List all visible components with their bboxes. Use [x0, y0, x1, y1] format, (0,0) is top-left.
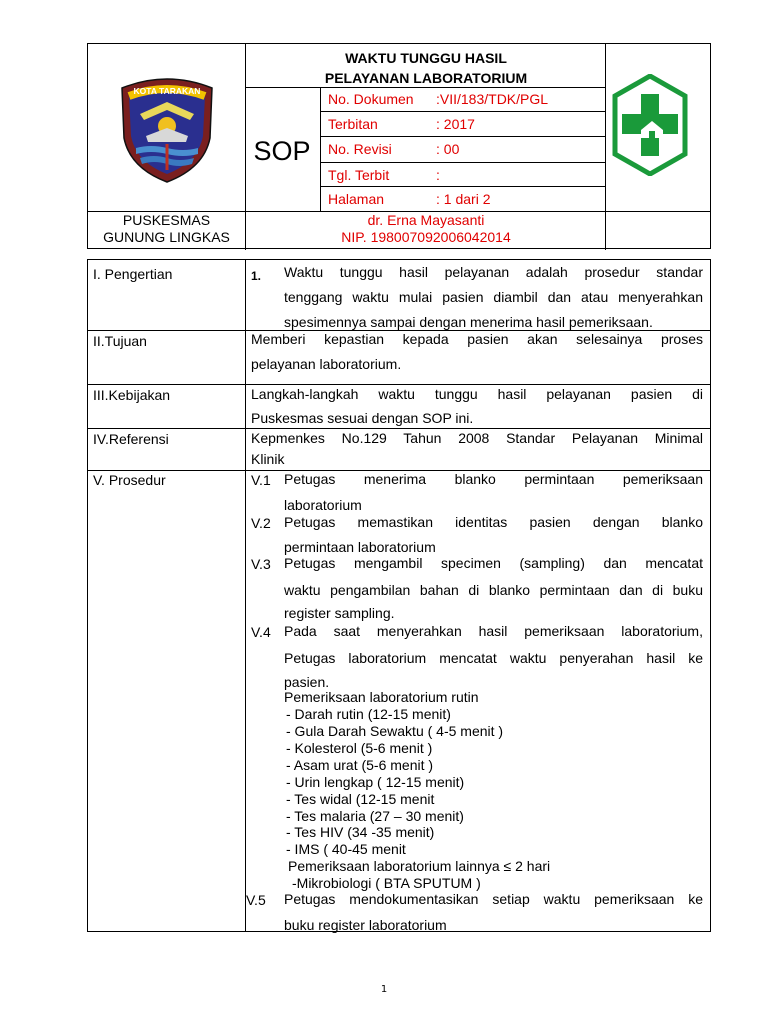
sop-label: SOP	[253, 136, 311, 166]
step-number: V.3	[251, 556, 271, 572]
rutin-item: - Tes widal (12-15 menit	[286, 791, 435, 807]
lainnya-item: -Mikrobiologi ( BTA SPUTUM )	[292, 875, 481, 891]
pengertian-line-3: spesimennya sampai dengan menerima hasil pemeriksaan.	[284, 314, 653, 330]
rutin-item: - Kolesterol (5-6 menit )	[286, 740, 433, 756]
section-label-pengertian: I. Pengertian	[93, 266, 173, 282]
rutin-item: - Asam urat (5-6 menit )	[286, 757, 434, 773]
step-4-line-2: Petugas laboratorium mencatat waktu penyerahan hasil ke	[284, 650, 703, 666]
step-number: V.5	[246, 892, 266, 908]
step-2-line-2: permintaan laboratorium	[284, 539, 436, 555]
title-line-2: PELAYANAN LABORATORIUM	[324, 70, 528, 86]
step-number: V.1	[251, 472, 271, 488]
step-number: V.2	[251, 515, 271, 531]
field-value: : 1 dari 2	[436, 191, 491, 207]
field-value: : 00	[436, 141, 460, 157]
step-2-line-1: Petugas memastikan identitas pasien dengan blanko	[284, 514, 703, 530]
field-label: Halaman	[328, 191, 385, 207]
pengertian-line-1: Waktu tunggu hasil pelayanan adalah prosedur standar	[284, 264, 703, 280]
rutin-item: - Darah rutin (12-15 menit)	[286, 706, 451, 722]
sop-body-table	[87, 259, 711, 932]
institution-line-2: GUNUNG LINGKAS	[103, 229, 230, 245]
step-1-line-2: laboratorium	[284, 497, 362, 513]
field-value: :	[436, 167, 440, 183]
field-value: :VII/183/TDK/PGL	[436, 91, 549, 107]
rutin-title: Pemeriksaan laboratorium rutin	[284, 689, 479, 705]
item-number: 1.	[251, 269, 262, 283]
step-5-line-2: buku register laboratorium	[284, 917, 447, 933]
page-number: 1	[380, 984, 388, 995]
puskesmas-logo-icon	[611, 74, 689, 176]
lainnya-title: Pemeriksaan laboratorium lainnya ≤ 2 hari	[288, 858, 551, 874]
signer-name: dr. Erna Mayasanti	[367, 212, 485, 228]
document-title	[246, 48, 606, 88]
section-label-referensi: IV.Referensi	[93, 431, 169, 447]
field-tgl-terbit	[321, 163, 606, 187]
step-5-line-1: Petugas mendokumentasikan setiap waktu pemeriksaan ke	[284, 891, 703, 907]
step-1-line-1: Petugas menerima blanko permintaan pemeriksaan	[284, 471, 703, 487]
kebijakan-line-2: Puskesmas sesuai dengan SOP ini.	[251, 410, 474, 426]
field-label: Terbitan	[328, 116, 378, 132]
field-halaman	[321, 187, 606, 211]
title-line-1: WAKTU TUNGGU HASIL	[345, 50, 507, 66]
referensi-line-2: Klinik	[251, 451, 285, 467]
institution-line-1: PUSKESMAS	[122, 212, 211, 228]
step-3-line-1: Petugas mengambil specimen (sampling) dan mencatat	[284, 555, 703, 571]
field-label: No. Dokumen	[328, 91, 414, 107]
step-4-line-1: Pada saat menyerahkan hasil pemeriksaan laboratorium,	[284, 623, 703, 639]
step-3-line-3: register sampling.	[284, 605, 395, 621]
signer-block	[246, 212, 606, 246]
kebijakan-line-1: Langkah-langkah waktu tunggu hasil pelayanan pasien di	[251, 386, 703, 402]
rutin-item: - Tes HIV (34 -35 menit)	[286, 824, 435, 840]
sop-header	[87, 43, 711, 249]
field-label: No. Revisi	[328, 141, 392, 157]
referensi-line-1: Kepmenkes No.129 Tahun 2008 Standar Pelayanan Minimal	[251, 430, 703, 446]
rutin-item: - Gula Darah Sewaktu ( 4-5 menit )	[286, 723, 504, 739]
field-no-dokumen	[321, 87, 606, 111]
rutin-item: - Urin lengkap ( 12-15 menit)	[286, 774, 465, 790]
step-number: V.4	[251, 624, 271, 640]
rutin-item: - IMS ( 40-45 menit	[286, 841, 406, 857]
field-label: Tgl. Terbit	[328, 167, 390, 183]
step-4-line-3: pasien.	[284, 674, 330, 690]
rutin-item: - Tes malaria (27 – 30 menit)	[286, 808, 464, 824]
section-label-kebijakan: III.Kebijakan	[93, 387, 171, 403]
section-label-tujuan: II.Tujuan	[93, 333, 147, 349]
kota-tarakan-emblem-icon	[116, 74, 218, 184]
field-no-revisi	[321, 137, 606, 161]
tujuan-line-1: Memberi kepastian kepada pasien akan selesainya proses	[251, 331, 703, 347]
institution-name	[88, 212, 245, 246]
tujuan-line-2: pelayanan laboratorium.	[251, 356, 402, 372]
signer-nip: NIP. 198007092006042014	[341, 229, 511, 245]
section-label-prosedur: V. Prosedur	[93, 472, 166, 488]
emblem-text: KOTA TARAKAN	[133, 86, 201, 96]
step-3-line-2: waktu pengambilan bahan di blanko permintaan dan di buku	[284, 582, 703, 598]
pengertian-line-2: tenggang waktu mulai pasien diambil dan atau menyerahkan	[284, 289, 703, 305]
field-value: : 2017	[436, 116, 475, 132]
field-terbitan	[321, 112, 606, 136]
